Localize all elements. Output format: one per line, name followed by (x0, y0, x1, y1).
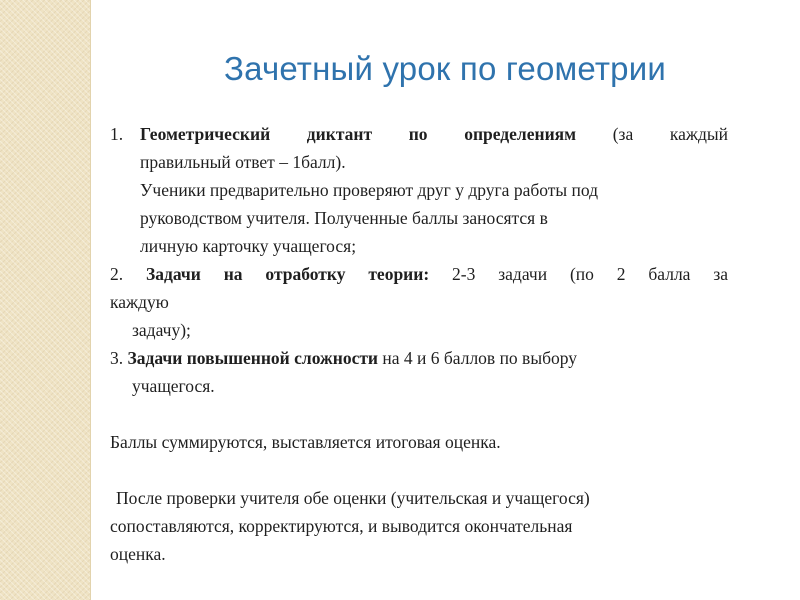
spacer (110, 456, 728, 484)
list-item-1-line-1 (140, 120, 728, 148)
paragraph-final-line-2: сопоставляются, корректируются, и выводится окончательная (110, 516, 573, 536)
list-item-3-heading: Задачи повышенной сложности (127, 348, 379, 368)
list-item-3-text: на 4 и 6 баллов по выбору (382, 348, 578, 368)
list-item-2-line-2: каждую (110, 292, 169, 312)
list-item-1-heading: Геометрический диктант по определениям (140, 124, 577, 144)
spacer (110, 400, 728, 428)
paragraph-final-line-3: оценка. (110, 544, 166, 564)
list-item-2-line-3: задачу); (132, 320, 191, 340)
list-item-1-desc-1: Ученики предварительно проверяют друг у друга работы под (140, 180, 599, 200)
list-item-1-desc-2: руководством учителя. Полученные баллы заносятся в (140, 208, 548, 228)
list-item-2-line-1 (110, 260, 728, 288)
list-item-3-line-1 (110, 344, 728, 372)
list-item-1-desc-3: личную карточку учащегося; (140, 236, 357, 256)
paragraph-final-line-1: После проверки учителя обе оценки (учительская и учащегося) (116, 488, 590, 508)
list-marker: 3. (110, 348, 124, 368)
list-item-1 (110, 120, 728, 148)
paragraph-summary: Баллы суммируются, выставляется итоговая оценка. (110, 432, 501, 452)
list-item-2-text: 2-3 задачи (по 2 балла за (452, 264, 728, 284)
slide-title: Зачетный урок по геометрии (224, 50, 666, 87)
slide-body (110, 120, 728, 568)
list-item-1-text: (за каждый (612, 124, 728, 144)
list-item-2-heading: Задачи на отработку теории: (146, 264, 430, 284)
list-marker: 1. (110, 124, 124, 144)
list-marker: 2. (110, 264, 124, 284)
list-item-1-line-2: правильный ответ – 1балл). (140, 152, 346, 172)
decorative-side-strip (0, 0, 91, 600)
list-item-3-line-2: учащегося. (132, 376, 215, 396)
